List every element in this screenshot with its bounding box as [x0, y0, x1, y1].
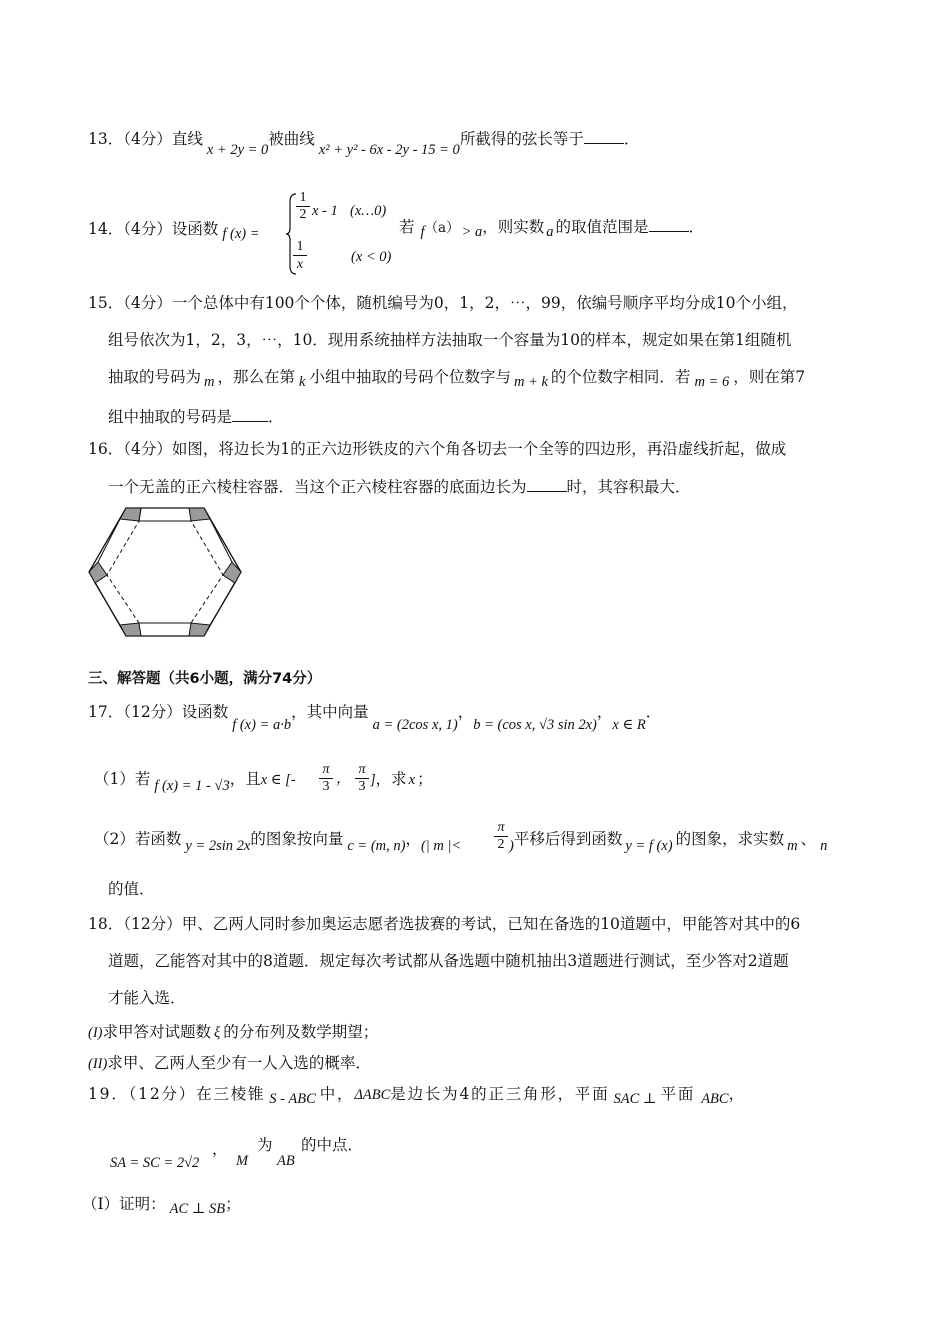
corner-cut-bottom-left — [120, 623, 141, 636]
q16-line-1: 16．（4分）如图，将边长为1的正六边形铁皮的六个角各切去一个全等的四边形，再沿虚线折起，做成 — [88, 440, 787, 458]
inner-dashed-hexagon — [107, 521, 223, 623]
q18-p2-text: 求甲、乙两人至少有一人入选的概率． — [107, 1054, 371, 1072]
q14-inverse-num: 1 — [296, 239, 304, 254]
q15-m-plus-k: m + k — [513, 374, 548, 390]
q17-p2-comma: ， — [405, 830, 421, 848]
q15-m: m — [204, 374, 215, 390]
q17-p1-semicolon: ； — [417, 770, 433, 788]
q17-p1-range-comma: ， — [336, 771, 351, 787]
q15-text-5: ，则在第7 — [733, 368, 806, 386]
q19-p1-label: （Ⅰ）证明： — [82, 1195, 166, 1213]
q14-half-fraction — [296, 190, 310, 223]
q19-midpoint-text: 的中点． — [301, 1136, 364, 1154]
q15-text: 抽取的号码为 — [108, 368, 202, 386]
q14-piece1-expr: x - 1 — [312, 203, 338, 219]
q17-p2-function: y = f (x) — [625, 838, 673, 854]
q14-half-num: 1 — [299, 190, 307, 205]
q19-text: 中， — [319, 1085, 355, 1103]
q19-line-1 — [88, 1083, 746, 1106]
q14-half-den: 2 — [299, 207, 307, 222]
q15-text-2: ，那么在第 — [217, 368, 296, 386]
q17-p2-separator: 、 — [800, 830, 817, 848]
q15-k: k — [299, 374, 306, 390]
q18-p2-label: (II) — [88, 1056, 108, 1072]
q19-AB: AB — [277, 1153, 295, 1169]
q17-part-2 — [94, 828, 462, 854]
q15-end: ． — [268, 408, 284, 426]
q19-comma-2: ， — [212, 1140, 228, 1158]
q17-number: 17．（12分）设函数 — [88, 703, 229, 721]
q15-answer-blank — [232, 407, 268, 422]
q17-p1-equation: f (x) = 1 - √3 — [154, 778, 230, 794]
q17-part-2-tail — [509, 828, 828, 854]
section-3-heading: 三、解答题（共6小题，满分74分） — [88, 671, 322, 687]
q17-p2-pi-over-2 — [494, 820, 508, 853]
q17-p1-range-end: ] — [370, 772, 376, 788]
q13-end: ． — [623, 130, 640, 148]
q17-domain: x ∈ R — [612, 717, 646, 733]
q17-comma-2: ， — [596, 703, 613, 721]
q17-p2-text-2: 平移后得到函数 — [513, 830, 623, 848]
q17-pi-over-3 — [355, 762, 369, 795]
corner-cut-top-left — [120, 508, 141, 521]
q14-gt-a: > a — [461, 224, 483, 240]
q17-text: ，其中向量 — [291, 703, 369, 721]
q14-a: a — [546, 224, 554, 240]
q19-pyramid: S - ABC — [269, 1091, 316, 1107]
q14-answer-blank — [649, 217, 689, 232]
q15-text-6: 组中抽取的号码是 — [108, 408, 233, 426]
q14-inverse-den: x — [296, 257, 304, 272]
q16-line-2 — [108, 476, 691, 498]
q14-inverse-fraction — [293, 239, 307, 273]
q14-text-2: ，则实数 — [482, 218, 545, 236]
q17-p2-m: m — [787, 838, 798, 854]
q17-pi-num-2: π — [358, 762, 366, 777]
q15-m-equals-6: m = 6 — [694, 374, 730, 390]
q17-p2-pi-num: π — [497, 820, 505, 835]
q18-line-3: 才能入选． — [108, 989, 186, 1007]
q17-p2-n: n — [820, 838, 828, 854]
q17-p2-vector-c: c = (m, n) — [347, 838, 406, 854]
corner-cut-top-right — [189, 508, 210, 521]
q19-number: 19．（12分）在三棱锥 — [88, 1085, 266, 1103]
q18-line-2: 道题，乙能答对其中的8道题．规定每次考试都从备选题中随机抽出3道题进行测试，至少答对2道题 — [108, 952, 789, 970]
q16-text-2: 时，其容积最大． — [566, 478, 691, 496]
q17-p1-text-2: ，求 — [375, 770, 407, 788]
q15-line-2: 组号依次为1，2，3，⋯，10．现用系统抽样方法抽取一个容量为10的样本，规定如果在第1组随机 — [108, 331, 792, 349]
q15-line-3 — [108, 366, 805, 389]
q14-f: f — [420, 224, 425, 240]
q19-plane-abc: ABC — [701, 1091, 729, 1107]
q17-p2-two-den: 2 — [497, 837, 505, 852]
q19-triangle: ΔABC — [354, 1087, 391, 1103]
q18-part-1 — [88, 1021, 378, 1044]
q19-p1-statement: AC ⊥ SB — [169, 1201, 226, 1217]
q14-end: ． — [688, 218, 705, 236]
q17-p2-label: （2）若函数 — [94, 830, 182, 848]
q17-fx: f (x) = a·b — [232, 717, 292, 733]
q16-text: 一个无盖的正六棱柱容器．当这个正六棱柱容器的底面边长为 — [108, 478, 527, 496]
corner-cut-left — [89, 562, 107, 583]
q19-text-2: 是边长为4的正三角形，平面 — [390, 1085, 610, 1103]
q19-comma: ， — [728, 1085, 746, 1103]
q19-M: M — [236, 1153, 249, 1169]
q17-p2-text-3: 的图象，求实数 — [675, 830, 785, 848]
q18-part-2 — [88, 1052, 371, 1075]
q18-p1-label: (I) — [88, 1025, 103, 1041]
q13-text: 被曲线 — [268, 130, 315, 148]
q17-p1-x: x — [408, 772, 416, 788]
q19-p1-semicolon: ； — [225, 1195, 241, 1213]
hexagon-figure — [86, 505, 244, 640]
q17-p1-label: （1）若 — [94, 770, 151, 788]
q19-plane-sac: SAC ⊥ — [613, 1091, 657, 1107]
q18-line-1: 18．（12分）甲、乙两人同时参加奥运志愿者选拔赛的考试，已知在备选的10道题中，甲能答对其中的6 — [88, 915, 801, 933]
q14-piece2-cond: (x < 0) — [351, 249, 392, 265]
q13-line-equation: x + 2y = 0 — [206, 142, 269, 158]
q17-end: ． — [645, 703, 662, 721]
q16-answer-blank — [527, 477, 567, 492]
q15-line-1: 15．（4分）一个总体中有100个个体，随机编号为0，1，2，⋯，99，依编号顺序平均分成10个小组， — [88, 294, 798, 312]
outer-hexagon — [89, 508, 241, 636]
corner-cut-right — [223, 562, 241, 583]
q17-p2-cond: (| m |< — [420, 838, 462, 854]
q19-text-3: 平面 — [660, 1085, 696, 1103]
q17-line-1 — [88, 701, 662, 733]
q15-text-3: 小组中抽取的号码个位数字与 — [309, 368, 511, 386]
q19-equation: SA = SC = 2√2 — [110, 1155, 200, 1171]
q17-p1-range-start: x ∈ [- — [260, 772, 296, 788]
q13-text-2: 所截得的弦长等于 — [459, 130, 584, 148]
q17-p2-text: 的图象按向量 — [250, 830, 344, 848]
q17-vector-b: b = (cos x, √3 sin 2x) — [473, 717, 597, 733]
q17-p2-equation: y = 2sin 2x — [185, 838, 251, 854]
q14-fx: f (x) = — [222, 226, 260, 242]
q15-text-4: 的个位数字相同．若 — [550, 368, 691, 386]
q14-a-paren: （a） — [424, 220, 460, 236]
q17-part-2-line-2: 的值． — [108, 880, 155, 898]
q18-p1-text-2: 的分布列及数学期望； — [223, 1023, 379, 1041]
q17-vector-a: a = (2cos x, 1) — [372, 717, 458, 733]
q17-comma: ， — [457, 703, 474, 721]
q15-line-4 — [108, 406, 284, 428]
q14-piece1-cond: (x…0) — [350, 203, 387, 219]
q14-number: 14．（4分）设函数 — [88, 220, 219, 238]
q14-text-3: 的取值范围是 — [555, 218, 649, 236]
q19-wei: 为 — [257, 1136, 273, 1154]
q14-condition-line — [399, 216, 704, 239]
q17-three-den-2: 3 — [358, 779, 366, 794]
corner-cut-bottom-right — [189, 623, 210, 636]
q19-part-1 — [82, 1193, 241, 1216]
q17-p1-text: ，且 — [229, 770, 261, 788]
q13-number: 13．（4分）直线 — [88, 130, 203, 148]
q13-line — [88, 128, 640, 158]
q13-answer-blank — [584, 129, 624, 144]
q18-xi: ξ — [214, 1025, 221, 1041]
q17-p1-tail — [370, 768, 433, 791]
q17-three-den: 3 — [322, 779, 330, 794]
q14-number-line — [88, 218, 260, 241]
q14-text: 若 — [399, 218, 415, 236]
q18-p1-text: 求甲答对试题数 — [102, 1023, 212, 1041]
q13-curve-equation: x² + y² - 6x - 2y - 15 = 0 — [318, 142, 460, 158]
q17-pi-num: π — [322, 762, 330, 777]
q17-neg-pi-over-3 — [319, 762, 333, 795]
q17-p2-cond-close: ) — [509, 838, 514, 854]
q17-part-1 — [94, 768, 296, 794]
